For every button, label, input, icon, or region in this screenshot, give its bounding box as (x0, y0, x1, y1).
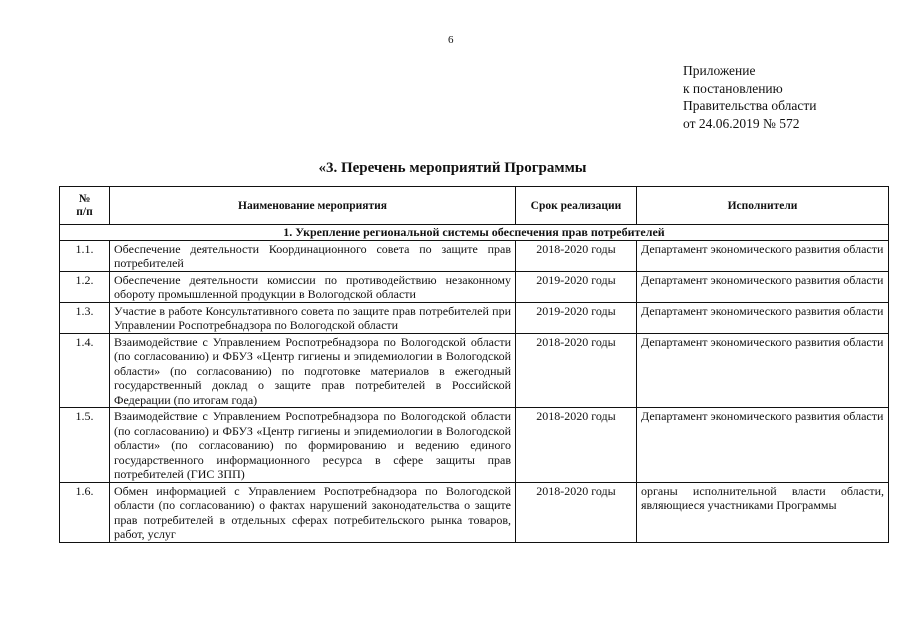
header-name: Наименование мероприятия (110, 187, 516, 225)
appendix-block (683, 62, 816, 132)
cell-num: 1.4. (60, 333, 110, 408)
cell-name: Обеспечение деятельности комиссии по противодействию незаконному обороту промышленной продукции в Вологодской области (110, 271, 516, 302)
section-row (60, 225, 889, 241)
table-row (60, 482, 889, 542)
cell-term: 2018-2020 годы (516, 482, 637, 542)
header-num: № п/п (60, 187, 110, 225)
cell-name: Обеспечение деятельности Координационного совета по защите прав потребителей (110, 240, 516, 271)
header-term: Срок реализации (516, 187, 637, 225)
cell-executors: Департамент экономического развития области (637, 240, 889, 271)
cell-term: 2018-2020 годы (516, 240, 637, 271)
cell-num: 1.5. (60, 408, 110, 483)
cell-name: Взаимодействие с Управлением Роспотребнадзора по Вологодской области (по согласованию) и ФБУЗ «Центр гигиены и эпидемиологии в Вологодской области» (по согласованию) по формированию и ведению единого государственного информационного ресурса в сфере защиты прав потребителей (ГИС ЗПП) (110, 408, 516, 483)
cell-executors: Департамент экономического развития области (637, 333, 889, 408)
table-row (60, 408, 889, 483)
appendix-line: Правительства области (683, 98, 817, 113)
table-row (60, 271, 889, 302)
document-title: «3. Перечень мероприятий Программы (318, 160, 587, 176)
cell-name: Участие в работе Консультативного совета по защите прав потребителей при Управлении Роспотребнадзора по Вологодской области (110, 302, 516, 333)
cell-executors: Департамент экономического развития области (637, 408, 889, 483)
cell-name: Обмен информацией с Управлением Роспотребнадзора по Вологодской области (по согласованию) о фактах нарушений законодательства о защите прав потребителей в отдельных сферах потребительского рынка товаров, работ, услуг (110, 482, 516, 542)
measures-table (59, 186, 889, 543)
cell-executors: Департамент экономического развития области (637, 271, 889, 302)
section-title: 1. Укрепление региональной системы обеспечения прав потребителей (60, 225, 889, 241)
table-header-row (60, 187, 889, 225)
appendix-line: от 24.06.2019 № 572 (683, 115, 800, 131)
cell-num: 1.3. (60, 302, 110, 333)
cell-num: 1.2. (60, 271, 110, 302)
cell-num: 1.1. (60, 240, 110, 271)
header-executors: Исполнители (637, 187, 889, 225)
page-number: 6 (448, 34, 454, 46)
table-row (60, 302, 889, 333)
cell-executors: органы исполнительной власти области, являющиеся участниками Программы (637, 482, 889, 542)
cell-term: 2019-2020 годы (516, 302, 637, 333)
cell-term: 2018-2020 годы (516, 333, 637, 408)
appendix-line: к постановлению (683, 80, 783, 96)
cell-term: 2019-2020 годы (516, 271, 637, 302)
cell-executors: Департамент экономического развития области (637, 302, 889, 333)
cell-term: 2018-2020 годы (516, 408, 637, 483)
table-row (60, 240, 889, 271)
table-row (60, 333, 889, 408)
cell-num: 1.6. (60, 482, 110, 542)
appendix-line: Приложение (683, 63, 756, 78)
cell-name: Взаимодействие с Управлением Роспотребнадзора по Вологодской области (по согласованию) и ФБУЗ «Центр гигиены и эпидемиологии в Вологодской области» (по согласованию) по подготовке материалов в ежегодный государственный доклад о защите прав потребителей в Российской Федерации (по итогам года) (110, 333, 516, 408)
